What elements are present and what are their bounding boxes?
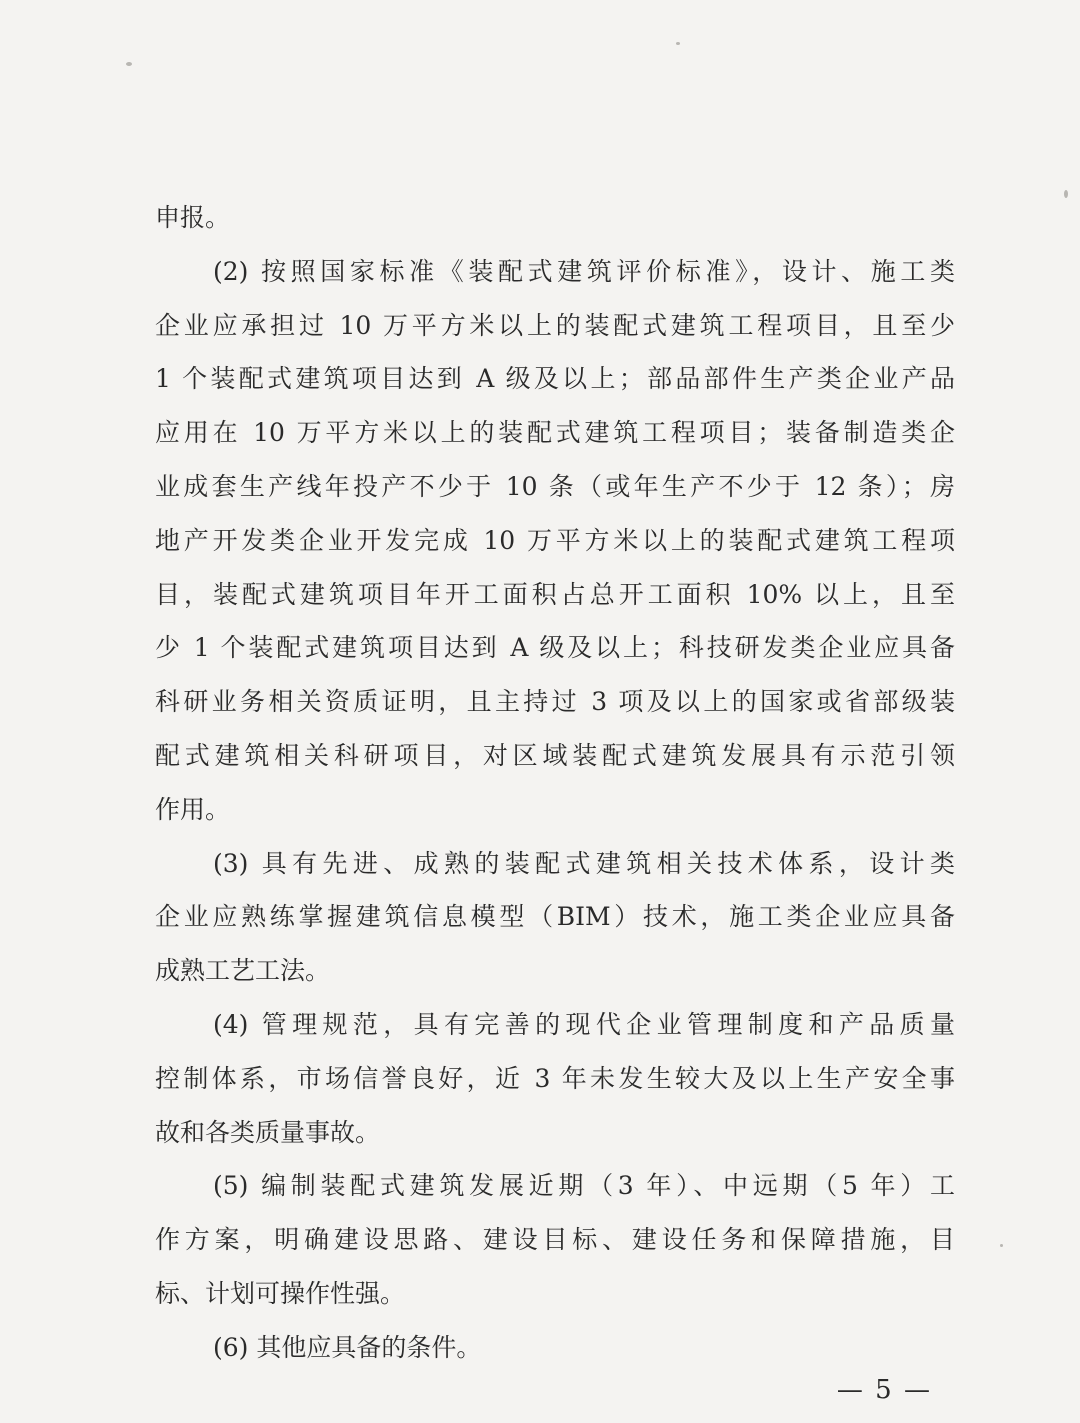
text-line: 应用在 10 万平方米以上的装配式建筑工程项目；装备制造类企 [155,418,955,448]
text-line: 科研业务相关资质证明，且主持过 3 项及以上的国家或省部级装 [155,687,955,717]
text-line: 1 个装配式建筑项目达到 A 级及以上；部品部件生产类企业产品 [155,364,955,394]
text-line: 作方案，明确建设思路、建设目标、建设任务和保障措施，目 [155,1225,955,1255]
text-line: 标、计划可操作性强。 [155,1279,406,1308]
text-line: 地产开发类企业开发完成 10 万平方米以上的装配式建筑工程项 [155,525,955,555]
scan-speck [676,42,680,45]
text-line: 企业应承担过 10 万平方米以上的装配式建筑工程项目，且至少 [155,310,955,340]
scan-speck [1064,190,1068,198]
text-line: 成熟工艺工法。 [155,956,331,986]
text-line: 配式建筑相关科研项目，对区域装配式建筑发展具有示范引领 [155,741,955,770]
text-line: 企业应熟练掌握建筑信息模型（BIM）技术，施工类企业应具备 [155,902,955,932]
scan-speck [1000,1244,1003,1247]
text-line: 控制体系，市场信誉良好，近 3 年未发生较大及以上生产安全事 [155,1063,955,1093]
text-line: 少 1 个装配式建筑项目达到 A 级及以上；科技研发类企业应具备 [155,633,955,663]
text-line: 业成套生产线年投产不少于 10 条（或年生产不少于 12 条）；房 [155,472,955,501]
text-line: 故和各类质量事故。 [155,1117,381,1147]
text-line: 目，装配式建筑项目年开工面积占总开工面积 10% 以上，且至 [155,579,955,609]
text-line: (3) 具有先进、成熟的装配式建筑相关技术体系，设计类 [213,848,955,878]
text-line: (6) 其他应具备的条件。 [213,1332,482,1362]
text-line: (4) 管理规范，具有完善的现代企业管理制度和产品质量 [213,1010,955,1039]
text-line: 作用。 [155,794,231,824]
text-line: 申报。 [155,203,231,232]
scan-speck [126,62,132,66]
page-number: — 5 — [836,1375,932,1405]
text-line: (5) 编制装配式建筑发展近期（3 年）、中远期（5 年）工 [213,1171,955,1201]
text-line: (2) 按照国家标准《装配式建筑评价标准》，设计、施工类 [213,256,955,286]
